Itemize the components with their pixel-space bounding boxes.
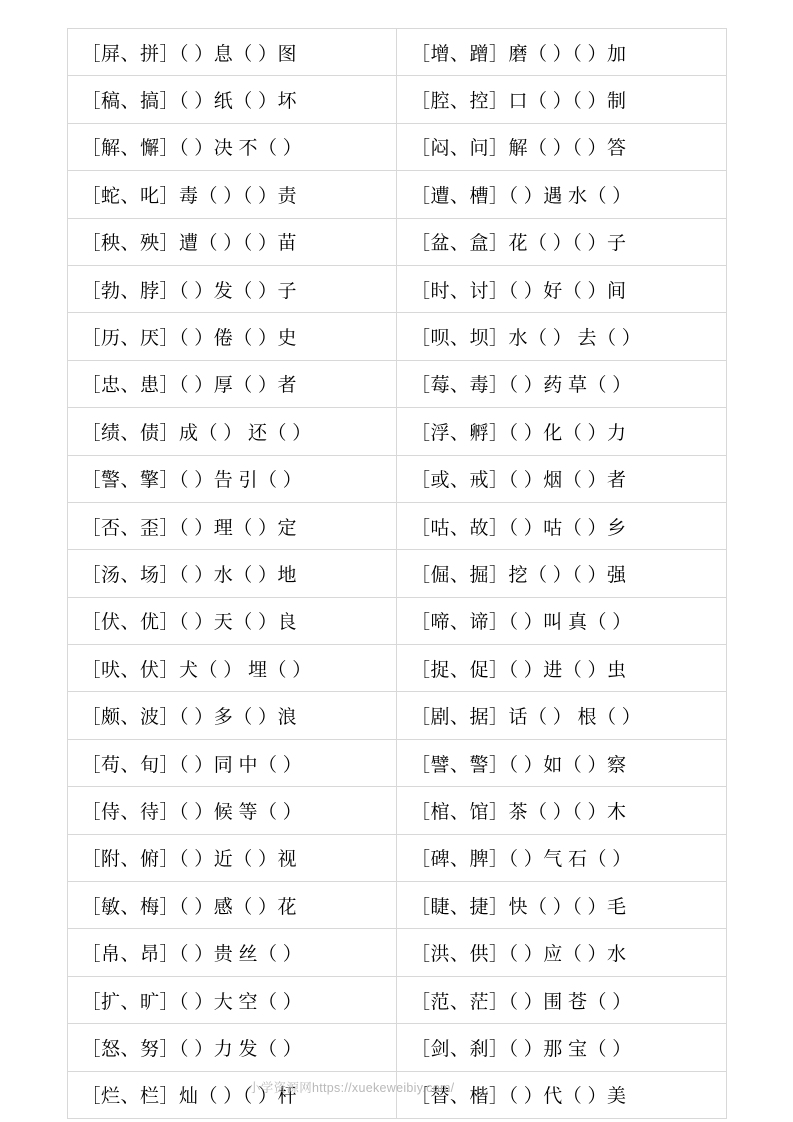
exercise-text: ［敏、梅］（ ）感（ ）花 xyxy=(81,896,298,918)
table-cell-right xyxy=(397,976,727,1023)
exercise-text: ［或、戒］（ ）烟（ ）者 xyxy=(411,470,627,492)
table-cell-right xyxy=(397,218,727,265)
table-row xyxy=(67,1024,726,1071)
table-row xyxy=(67,550,726,597)
exercise-text: ［剧、据］话（ ） 根（ ） xyxy=(411,707,642,729)
exercise-text: ［烂、栏］灿（ ）（ ）杆 xyxy=(81,1086,298,1108)
exercise-text: ［绩、债］成（ ） 还（ ） xyxy=(81,422,312,444)
exercise-text: ［倔、掘］挖（ ）（ ）强 xyxy=(411,564,627,586)
table-cell-right xyxy=(397,455,727,502)
table-row xyxy=(67,787,726,834)
exercise-text: ［秧、殃］遭（ ）（ ）苗 xyxy=(81,233,298,255)
exercise-text: ［否、歪］（ ）理（ ）定 xyxy=(81,517,298,539)
exercise-text: ［棺、馆］茶（ ）（ ）木 xyxy=(411,801,627,823)
exercise-text: ［时、讨］（ ）好（ ）间 xyxy=(411,280,627,302)
table-cell-right xyxy=(397,265,727,312)
table-cell-right xyxy=(397,313,727,360)
table-row xyxy=(67,76,726,123)
exercise-text: ［遭、槽］（ ）遇 水（ ） xyxy=(411,185,632,207)
exercise-text: ［譬、警］（ ）如（ ）察 xyxy=(411,754,627,776)
exercise-text: ［洪、供］（ ）应（ ）水 xyxy=(411,944,627,966)
exercise-text: ［忠、患］（ ）厚（ ）者 xyxy=(81,375,298,397)
table-row xyxy=(67,408,726,455)
table-cell-left xyxy=(67,787,397,834)
exercise-text: ［碑、脾］（ ）气 石（ ） xyxy=(411,849,632,871)
table-cell-right xyxy=(397,739,727,786)
table-row xyxy=(67,265,726,312)
table-cell-left xyxy=(67,976,397,1023)
table-cell-left xyxy=(67,408,397,455)
table-cell-right xyxy=(397,360,727,407)
exercise-text: ［附、俯］（ ）近（ ）视 xyxy=(81,849,298,871)
exercise-text: ［伏、优］（ ）天（ ）良 xyxy=(81,612,298,634)
table-cell-right xyxy=(397,1024,727,1071)
table-cell-right xyxy=(397,76,727,123)
table-cell-left xyxy=(67,502,397,549)
table-cell-left xyxy=(67,76,397,123)
exercise-text: ［汤、场］（ ）水（ ）地 xyxy=(81,564,298,586)
table-row xyxy=(67,597,726,644)
table-row xyxy=(67,123,726,170)
table-row xyxy=(67,360,726,407)
table-cell-left xyxy=(67,882,397,929)
exercise-text: ［闷、问］解（ ）（ ）答 xyxy=(411,138,627,160)
table-cell-right xyxy=(397,597,727,644)
table-row xyxy=(67,218,726,265)
exercise-text: ［侍、待］（ ）候 等（ ） xyxy=(81,801,303,823)
table-cell-right xyxy=(397,834,727,881)
table-cell-right xyxy=(397,123,727,170)
table-cell-right xyxy=(397,29,727,76)
table-row xyxy=(67,502,726,549)
table-cell-right xyxy=(397,502,727,549)
exercise-text: ［捉、促］（ ）进（ ）虫 xyxy=(411,659,627,681)
table-cell-left xyxy=(67,455,397,502)
exercise-text: ［剑、刹］（ ）那 宝（ ） xyxy=(411,1038,632,1060)
table-cell-left xyxy=(67,265,397,312)
character-choice-table xyxy=(67,28,727,1119)
exercise-text: ［稿、搞］（ ）纸（ ）坏 xyxy=(81,91,298,113)
table-cell-left xyxy=(67,645,397,692)
table-row xyxy=(67,692,726,739)
table-cell-left xyxy=(67,597,397,644)
table-row xyxy=(67,313,726,360)
table-cell-right xyxy=(397,645,727,692)
table-cell-left xyxy=(67,550,397,597)
exercise-text: ［范、茫］（ ）围 苍（ ） xyxy=(411,991,632,1013)
table-row xyxy=(67,882,726,929)
table-cell-right xyxy=(397,171,727,218)
table-row xyxy=(67,929,726,976)
table-cell-right xyxy=(397,787,727,834)
table-row xyxy=(67,834,726,881)
exercise-text: ［睫、捷］快（ ）（ ）毛 xyxy=(411,896,627,918)
table-row xyxy=(67,29,726,76)
table-cell-left xyxy=(67,1024,397,1071)
table-cell-left xyxy=(67,29,397,76)
table-cell-left xyxy=(67,834,397,881)
table-row xyxy=(67,455,726,502)
exercise-text: ［帛、昂］（ ）贵 丝（ ） xyxy=(81,944,303,966)
exercise-text: ［屏、拼］（ ）息（ ）图 xyxy=(81,43,298,65)
table-cell-left xyxy=(67,360,397,407)
exercise-text: ［替、楷］（ ）代（ ）美 xyxy=(411,1086,627,1108)
exercise-text: ［蛇、叱］毒（ ）（ ）责 xyxy=(81,185,298,207)
exercise-text: ［警、擎］（ ）告 引（ ） xyxy=(81,470,303,492)
exercise-text: ［历、厌］（ ）倦（ ）史 xyxy=(81,328,298,350)
exercise-text: ［怒、努］（ ）力 发（ ） xyxy=(81,1038,303,1060)
exercise-text: ［盆、盒］花（ ）（ ）子 xyxy=(411,233,627,255)
table-cell-right xyxy=(397,550,727,597)
table-cell-right xyxy=(397,692,727,739)
exercise-text: ［吠、伏］犬（ ） 埋（ ） xyxy=(81,659,312,681)
exercise-text: ［啼、谛］（ ）叫 真（ ） xyxy=(411,612,632,634)
exercise-text: ［颇、波］（ ）多（ ）浪 xyxy=(81,707,298,729)
exercise-text: ［勃、脖］（ ）发（ ）子 xyxy=(81,280,298,302)
exercise-text: ［咕、故］（ ）咕（ ）乡 xyxy=(411,517,627,539)
table-row xyxy=(67,171,726,218)
exercise-text: ［苟、旬］（ ）同 中（ ） xyxy=(81,754,303,776)
table-body xyxy=(67,29,726,1119)
table-row xyxy=(67,976,726,1023)
table-cell-left xyxy=(67,313,397,360)
table-row xyxy=(67,645,726,692)
table-cell-left xyxy=(67,171,397,218)
exercise-text: ［浮、孵］（ ）化（ ）力 xyxy=(411,422,627,444)
watermark-text: 小学资源网https://xuekeweibiy.com/ xyxy=(248,1081,455,1095)
table-cell-left xyxy=(67,218,397,265)
exercise-text: ［增、蹭］磨（ ）（ ）加 xyxy=(411,43,627,65)
table-row xyxy=(67,739,726,786)
table-cell-right xyxy=(397,882,727,929)
table-cell-left xyxy=(67,123,397,170)
exercise-text: ［解、懈］（ ）决 不（ ） xyxy=(81,138,303,160)
table-cell-left xyxy=(67,929,397,976)
table-cell-right xyxy=(397,408,727,455)
exercise-text: ［莓、毒］（ ）药 草（ ） xyxy=(411,375,632,397)
exercise-text: ［扩、旷］（ ）大 空（ ） xyxy=(81,991,303,1013)
exercise-text: ［呗、坝］水（ ） 去（ ） xyxy=(411,328,642,350)
table-cell-left xyxy=(67,692,397,739)
exercise-text: ［腔、控］口（ ）（ ）制 xyxy=(411,91,627,113)
table-cell-right xyxy=(397,929,727,976)
table-cell-left xyxy=(67,739,397,786)
